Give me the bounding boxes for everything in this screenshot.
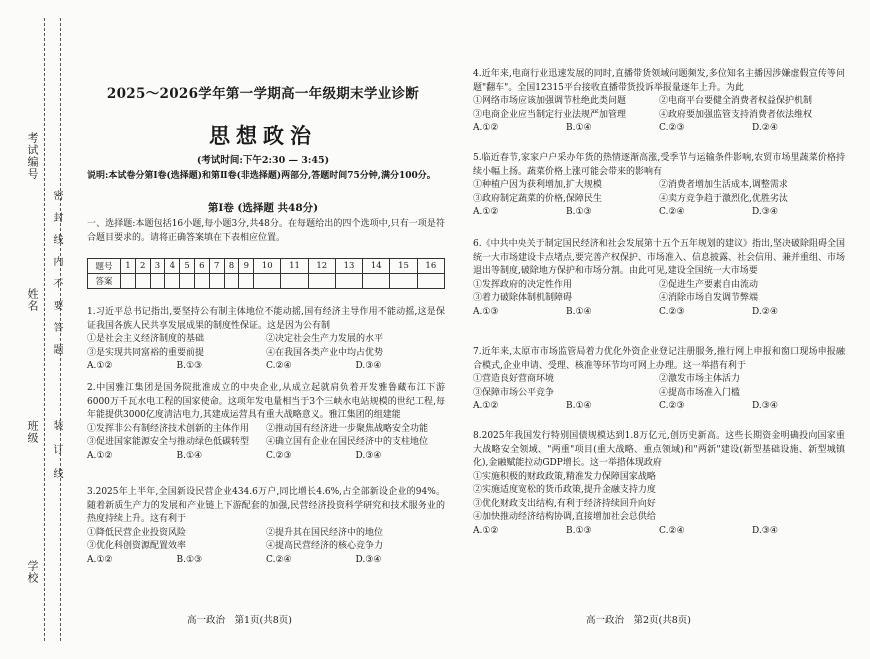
question-choices bbox=[87, 450, 445, 464]
choice-b[interactable]: B.①④ bbox=[176, 450, 203, 461]
answer-table-num: 11 bbox=[281, 259, 308, 274]
question-item: ①降低民营企业投资风险 bbox=[87, 527, 187, 538]
question-item: ④提高民营经济的核心竞争力 bbox=[266, 541, 384, 551]
answer-table-num: 5 bbox=[180, 259, 195, 274]
seal-margin bbox=[0, 0, 68, 659]
answer-cell[interactable] bbox=[308, 274, 335, 289]
question-item: ④政府要加强监管支持消费者依法维权 bbox=[659, 109, 813, 120]
page-2 bbox=[468, 0, 846, 659]
choice-b[interactable]: B.①③ bbox=[566, 207, 592, 217]
question-item: ①发挥非公有制经济技术创新的主体作用 bbox=[87, 423, 250, 434]
school-label: 学校 bbox=[26, 560, 39, 584]
question-item: ④提高市场准入门槛 bbox=[659, 387, 741, 398]
question-item: ③是实现共同富裕的重要前提 bbox=[87, 347, 205, 358]
answer-table-header-row bbox=[88, 259, 445, 274]
answer-cell[interactable] bbox=[121, 274, 136, 289]
choice-b[interactable]: B.①④ bbox=[566, 401, 592, 411]
answer-cell[interactable] bbox=[239, 274, 254, 289]
answer-table-num: 8 bbox=[224, 259, 239, 274]
question-items bbox=[473, 95, 845, 122]
question-item: ③电商企业应当制定行业法规严加管理 bbox=[473, 109, 627, 120]
question-stem: 3.2025年上半年,全国新设民营企业434.6万户,同比增长4.6%,占全部新设企业的94%。随着新质生产力的发展和产业链上下游配套的加强,民营经济投资科学研究和技术服务业的热度持续上升。这有利于 bbox=[87, 487, 445, 524]
question-3 bbox=[87, 486, 445, 567]
choice-c[interactable]: C.②④ bbox=[659, 207, 685, 217]
seal-line-dashed bbox=[44, 18, 45, 641]
choice-c[interactable]: C.②④ bbox=[266, 361, 292, 371]
choice-d[interactable]: D.③④ bbox=[355, 450, 382, 461]
choice-c[interactable]: C.②④ bbox=[659, 525, 685, 536]
question-7 bbox=[473, 346, 845, 414]
choice-d[interactable]: D.③④ bbox=[355, 361, 382, 371]
choice-b[interactable]: B.①③ bbox=[176, 361, 203, 371]
choice-b[interactable]: B.①④ bbox=[566, 123, 592, 133]
page-2-footer: 高一政治 第2页(共8页) bbox=[586, 615, 692, 626]
answer-table bbox=[87, 258, 445, 289]
question-item: ①营造良好营商环境 bbox=[473, 374, 555, 384]
class-label: 班级 bbox=[26, 420, 39, 444]
question-item: ③优化财政支出结构,有利于经济持续回升向好 bbox=[473, 498, 656, 509]
exam-title: 2025～2026学年第一学期高一年级期末学业诊断 bbox=[106, 86, 420, 102]
question-item: ②实施适度宽松的货币政策,提升金融支持力度 bbox=[473, 485, 656, 495]
choice-b[interactable]: B.①③ bbox=[176, 554, 203, 565]
choice-c[interactable]: C.②④ bbox=[266, 554, 292, 565]
question-stem: 6.《中共中央关于制定国民经济和社会发展第十五个五年规划的建议》指出,坚决破除阻碍全国统一大市场建设卡点堵点,要完善产权保护、市场准入、信息披露、社会信用、兼并重组、市场退出等制度,破除地方保护和市场分割。由此可见,建设全国统一大市场要 bbox=[473, 239, 845, 276]
question-1 bbox=[87, 306, 445, 374]
choice-a[interactable]: A.①② bbox=[87, 361, 113, 371]
question-item: ③着力破除体制机制障碍 bbox=[473, 293, 573, 303]
answer-table-num: 1 bbox=[121, 259, 136, 274]
question-items bbox=[473, 179, 845, 206]
choice-c[interactable]: C.②③ bbox=[266, 450, 292, 461]
choice-d[interactable]: D.③④ bbox=[752, 401, 778, 411]
seal-warning: 密封线内不要答题 bbox=[51, 190, 62, 366]
question-choices bbox=[473, 122, 845, 136]
question-item: ③优化科创资源配置效率 bbox=[87, 541, 187, 551]
answer-table-num: 15 bbox=[390, 259, 417, 274]
question-item: ①实施积极的财政政策,精准发力保障国家战略 bbox=[473, 471, 656, 482]
choice-b[interactable]: B.①④ bbox=[566, 306, 592, 317]
answer-table-num: 2 bbox=[135, 259, 150, 274]
section-1-title: 第Ⅰ卷 (选择题 共48分) bbox=[207, 202, 319, 214]
answer-cell[interactable] bbox=[254, 274, 281, 289]
answer-cell[interactable] bbox=[390, 274, 417, 289]
subject-title: 思想政治 bbox=[209, 123, 317, 148]
answer-table-num: 13 bbox=[335, 259, 362, 274]
choice-a[interactable]: A.①② bbox=[473, 401, 499, 411]
question-item: ③促进国家能源安全与推动绿色低碳转型 bbox=[87, 437, 250, 447]
question-choices bbox=[473, 206, 845, 220]
question-items bbox=[87, 423, 445, 450]
exam-number-label: 考试编号 bbox=[26, 132, 39, 180]
choice-d[interactable]: D.③④ bbox=[355, 554, 382, 565]
question-item: ②激发市场主体活力 bbox=[659, 374, 741, 384]
section-1-intro bbox=[87, 218, 445, 245]
question-items bbox=[473, 279, 845, 306]
page-1-footer: 高一政治 第1页(共8页) bbox=[187, 615, 293, 626]
answer-table-num: 7 bbox=[209, 259, 224, 274]
question-item: ④卖方竞争趋于激烈化,优胜劣汰 bbox=[659, 193, 788, 204]
question-items bbox=[87, 527, 445, 554]
question-item: ①种植户因为获利增加,扩大规模 bbox=[473, 180, 602, 190]
question-item: ①网络市场应该加强调节杜绝此类问题 bbox=[473, 96, 627, 106]
choice-a[interactable]: A.①② bbox=[473, 207, 499, 217]
question-stem: 7.近年来,太原市市场监管局着力优化外资企业登记注册服务,推行网上申报和窗口现场申报融合模式,企业申请、受理、核准等环节均可网上办理。这一举措有利于 bbox=[473, 347, 845, 371]
exam-time: (考试时间:下午2:30 — 3:45) bbox=[196, 155, 330, 166]
answer-cell[interactable] bbox=[180, 274, 195, 289]
question-stem: 5.临近春节,家家户户采办年货的热情逐渐高涨,受季节与运输条件影响,农贸市场里蔬菜价格持续小幅上扬。蔬菜价格上涨可能会带来的影响有 bbox=[473, 153, 845, 177]
choice-d[interactable]: D.②④ bbox=[752, 306, 778, 317]
choice-d[interactable]: D.③④ bbox=[752, 525, 778, 536]
question-item: ②促进生产要素自由流动 bbox=[659, 279, 759, 290]
answer-cell[interactable] bbox=[165, 274, 180, 289]
choice-a[interactable]: A.①② bbox=[473, 123, 499, 133]
question-stem: 8.2025年我国发行特别国债规模达到1.8万亿元,创历史新高。这些长期资金明确投向国家重大战略安全领域、"两重"项目(重大战略、重点领域)和"两新"建设(新型基础设施、新型城镇化),金融赋能拉动GDP增长。这一举措体现政府 bbox=[473, 431, 845, 468]
choice-d[interactable]: D.③④ bbox=[752, 207, 778, 217]
answer-table-num: 9 bbox=[239, 259, 254, 274]
question-stem: 2.中国雅江集团是国务院批准成立的中央企业,从成立起就肩负着开发雅鲁藏布江下游6000万千瓦水电工程的国家使命。这项年发电量相当于3个三峡水电站规模的世纪工程,每年能提供3000亿度清洁电力,其建成运营具有重大战略意义。雅江集团的组建能 bbox=[87, 383, 445, 420]
exam-instructions: 说明:本试卷分第Ⅰ卷(选择题)和第Ⅱ卷(非选择题)两部分,答题时间75分钟,满分100分。 bbox=[87, 171, 436, 181]
question-8 bbox=[473, 430, 845, 538]
choice-c[interactable]: C.②③ bbox=[659, 123, 685, 133]
question-item: ①是社会主义经济制度的基础 bbox=[87, 334, 205, 344]
question-choices bbox=[473, 525, 845, 539]
question-item: ②推动国有经济进一步聚焦战略安全功能 bbox=[266, 423, 429, 434]
question-choices bbox=[473, 306, 845, 320]
question-stem: 1.习近平总书记指出,要坚持公有制主体地位不能动摇,国有经济主导作用不能动摇,这是保证我国各族人民共享发展成果的制度性保证。这是因为公有制 bbox=[87, 307, 445, 331]
answer-cell[interactable] bbox=[135, 274, 150, 289]
choice-a[interactable]: A.①③ bbox=[473, 306, 499, 317]
question-choices bbox=[473, 400, 845, 414]
question-5 bbox=[473, 152, 845, 220]
answer-cell[interactable] bbox=[150, 274, 165, 289]
question-2 bbox=[87, 382, 445, 463]
answer-cell[interactable] bbox=[363, 274, 390, 289]
choice-a[interactable]: A.①② bbox=[87, 554, 113, 565]
choice-c[interactable]: C.②③ bbox=[659, 306, 685, 317]
choice-c[interactable]: C.②③ bbox=[659, 401, 685, 411]
name-label: 姓名 bbox=[26, 288, 39, 312]
answer-table-num: 16 bbox=[417, 259, 444, 274]
answer-cell[interactable] bbox=[417, 274, 444, 289]
question-item: ②电商平台要健全消费者权益保护机制 bbox=[659, 96, 813, 106]
question-item: ②提升其在国民经济中的地位 bbox=[266, 527, 384, 538]
choice-a[interactable]: A.①② bbox=[87, 450, 113, 461]
answer-cell[interactable] bbox=[209, 274, 224, 289]
question-stem: 4.近年来,电商行业迅速发展的同时,直播带货领域问题频发,多位知名主播因涉嫌虚假宣传等问题"翻车"。全国12315平台接收直播带货投诉举报量逐年上升。为此 bbox=[473, 69, 845, 93]
answer-cell[interactable] bbox=[224, 274, 239, 289]
question-6 bbox=[473, 238, 845, 319]
answer-table-answer-row bbox=[88, 274, 445, 289]
question-items bbox=[473, 373, 845, 400]
question-item: ②消费者增加生活成本,调整需求 bbox=[659, 180, 788, 190]
question-choices bbox=[87, 554, 445, 568]
question-item: ③保障市场公平竞争 bbox=[473, 387, 555, 398]
answer-table-num: 3 bbox=[150, 259, 165, 274]
choice-d[interactable]: D.②④ bbox=[752, 123, 778, 133]
question-choices bbox=[87, 360, 445, 374]
question-item: ②决定社会生产力发展的水平 bbox=[266, 334, 384, 344]
answer-cell[interactable] bbox=[281, 274, 308, 289]
page-1 bbox=[82, 0, 444, 659]
question-4 bbox=[473, 68, 845, 136]
answer-table-num: 10 bbox=[254, 259, 281, 274]
question-item: ①发挥政府的决定性作用 bbox=[473, 279, 573, 290]
question-items bbox=[87, 333, 445, 360]
choice-b[interactable]: B.①③ bbox=[566, 525, 592, 536]
answer-table-answer-label: 答案 bbox=[88, 274, 121, 289]
answer-table-num: 14 bbox=[363, 259, 390, 274]
question-item: ③政府制定蔬菜的价格,保障民生 bbox=[473, 193, 602, 204]
answer-cell[interactable] bbox=[194, 274, 209, 289]
question-item: ④加快推动经济结构协调,直接增加社会总供给 bbox=[473, 512, 656, 522]
question-item: ④消除市场自发调节弊端 bbox=[659, 293, 759, 303]
answer-cell[interactable] bbox=[335, 274, 362, 289]
question-item: ④在我国各类产业中均占优势 bbox=[266, 347, 384, 358]
answer-table-num: 4 bbox=[165, 259, 180, 274]
question-item: ④确立国有企业在国民经济中的支柱地位 bbox=[266, 437, 429, 447]
answer-table-num: 6 bbox=[194, 259, 209, 274]
answer-table-num: 12 bbox=[308, 259, 335, 274]
answer-table-row-label: 题号 bbox=[88, 259, 121, 274]
binding-line-label: 装订线 bbox=[51, 420, 62, 492]
choice-a[interactable]: A.①② bbox=[473, 525, 499, 536]
section-1-intro-text: 一、选择题:本题包括16小题,每小题3分,共48分。在每题给出的四个选项中,只有一项是符合题目要求的。请将正确答案填在下表相应位置。 bbox=[87, 219, 445, 243]
